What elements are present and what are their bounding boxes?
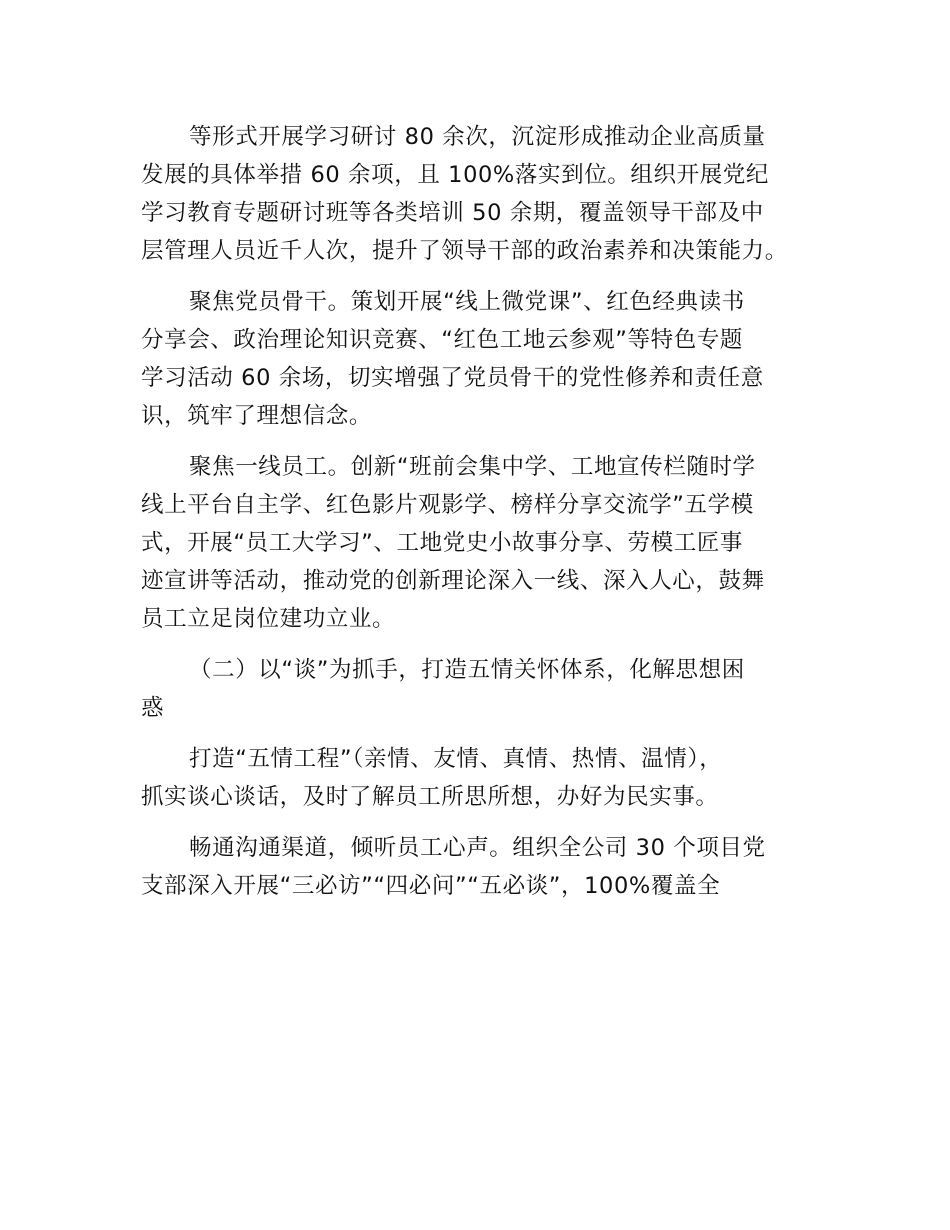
text-line: 层管理人员近千人次，提升了领导干部的政治素养和决策能力。: [141, 238, 788, 264]
text-line: 迹宣讲等活动，推动党的创新理论深入一线、深入人心，鼓舞: [141, 568, 765, 594]
text-line: 学习活动 60 余场，切实增强了党员骨干的党性修养和责任意: [141, 365, 764, 391]
text-line: 分享会、政治理论知识竞赛、“红色工地云参观”等特色专题: [141, 327, 744, 353]
body-text: [141, 118, 816, 905]
paragraph-gap: [141, 638, 816, 651]
paragraph-gap: [141, 270, 816, 283]
text-line: 识，筑牢了理想信念。: [141, 403, 373, 429]
paragraph-party-members: [141, 283, 816, 435]
text-line: 抓实谈心谈话，及时了解员工所思所想，办好为民实事。: [141, 784, 719, 810]
paragraph-frontline-staff: [141, 448, 816, 638]
paragraph-five-emotions: [141, 740, 816, 816]
text-line: 等形式开展学习研讨 80 余次，沉淀形成推动企业高质量: [189, 124, 766, 150]
text-line: 惑: [141, 695, 165, 721]
text-line: 聚焦一线员工。创新“班前会集中学、工地宣传栏随时学: [189, 454, 756, 480]
text-line: 支部深入开展“三必访”“四必问”“五必谈”，100%覆盖全: [141, 873, 721, 899]
section-heading: [141, 651, 816, 727]
paragraph-gap: [141, 727, 816, 740]
text-line: 发展的具体举措 60 余项，且 100%落实到位。组织开展党纪: [141, 162, 770, 188]
text-line: 聚焦党员骨干。策划开展“线上微党课”、红色经典读书: [189, 289, 745, 315]
text-line: 式，开展“员工大学习”、工地党史小故事分享、劳模工匠事: [141, 530, 744, 556]
paragraph-communication-channels: [141, 829, 816, 905]
paragraph-gap: [141, 816, 816, 829]
text-line: 线上平台自主学、红色影片观影学、榜样分享交流学”五学模: [141, 492, 754, 518]
text-line: 打造“五情工程”（亲情、友情、真情、热情、温情），: [189, 746, 723, 772]
text-line: 畅通沟通渠道，倾听员工心声。组织全公司 30 个项目党: [189, 835, 766, 861]
text-line: （二）以“谈”为抓手，打造五情关怀体系，化解思想困: [189, 657, 745, 683]
text-line: 学习教育专题研讨班等各类培训 50 余期，覆盖领导干部及中: [141, 200, 764, 226]
text-line: 员工立足岗位建功立业。: [141, 606, 396, 632]
paragraph-gap: [141, 435, 816, 448]
paragraph-study-results: [141, 118, 816, 270]
